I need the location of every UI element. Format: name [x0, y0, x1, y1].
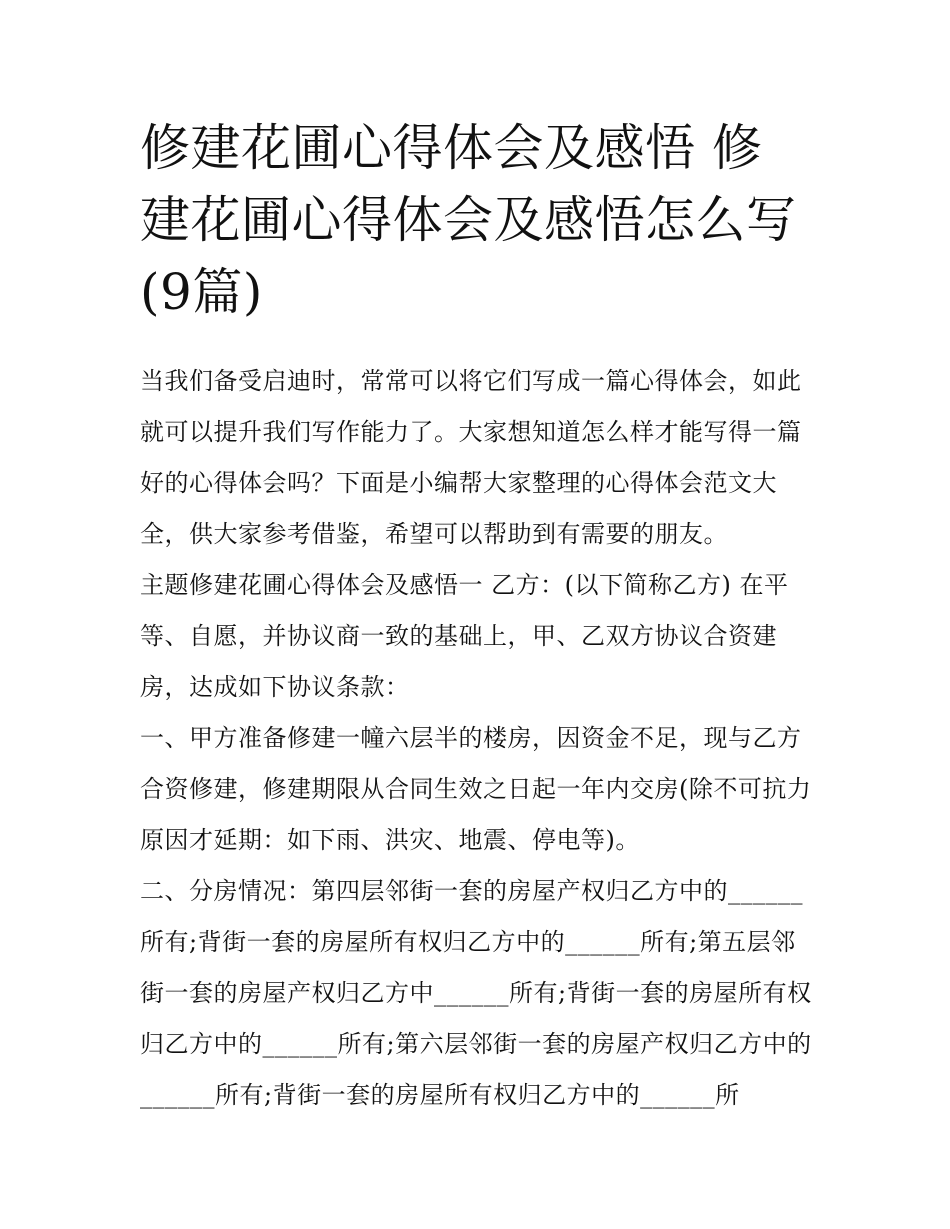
document-body: [140, 356, 812, 1121]
paragraph-intro: 当我们备受启迪时，常常可以将它们写成一篇心得体会，如此就可以提升我们写作能力了。大家想知道怎么样才能写得一篇好的心得体会吗？下面是小编帮大家整理的心得体会范文大全，供大家参考借鉴，希望可以帮助到有需要的朋友。: [140, 367, 802, 548]
document-page: [140, 112, 812, 1121]
paragraph-clause-two: 二、分房情况：第四层邻街一套的房屋产权归乙方中的______所有;背街一套的房屋所有权归乙方中的______所有;第五层邻街一套的房屋产权归乙方中______所有;背街一套的房屋所有权归乙方中的______所有;第六层邻街一套的房屋产权归乙方中的______所有;背街一套的房屋所有权归乙方中的______所: [140, 877, 812, 1109]
document-title: 修建花圃心得体会及感悟 修建花圃心得体会及感悟怎么写(9篇): [140, 119, 797, 321]
paragraph-clause-one: 一、甲方准备修建一幢六层半的楼房，因资金不足，现与乙方合资修建，修建期限从合同生效之日起一年内交房(除不可抗力原因才延期：如下雨、洪灾、地震、停电等)。: [140, 724, 812, 854]
paragraph-topic-one: 主题修建花圃心得体会及感悟一 乙方：(以下简称乙方) 在平等、自愿，并协议商一致的基础上，甲、乙双方协议合资建房，达成如下协议条款：: [140, 571, 789, 701]
